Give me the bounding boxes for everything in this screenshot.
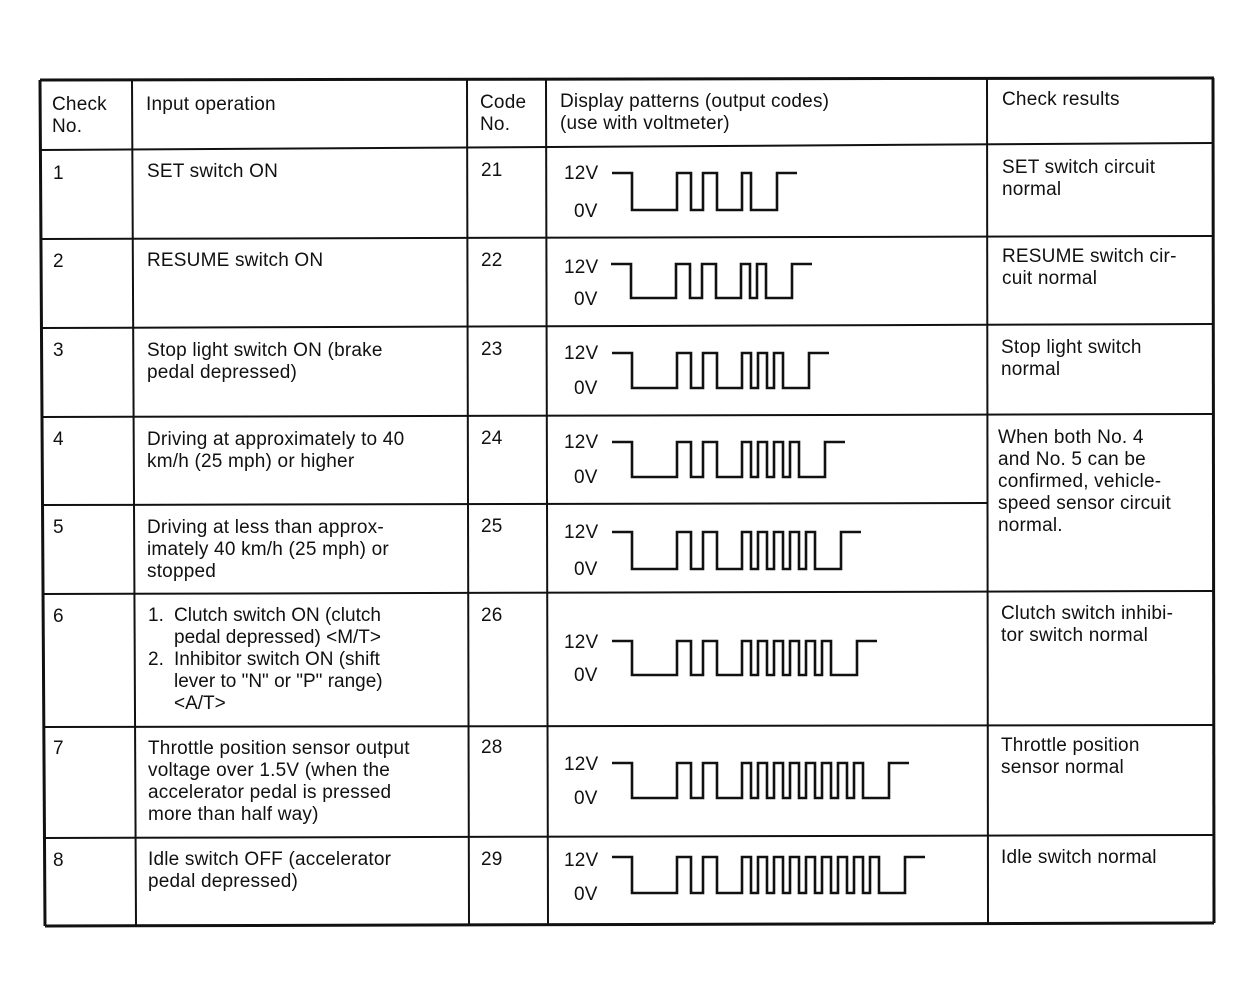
- row-2-check-no: 2: [53, 251, 64, 272]
- row-7-check-result: Throttle position sensor normal: [1001, 735, 1140, 778]
- table-border-left: [40, 80, 45, 926]
- column-divider-3: [546, 80, 548, 924]
- row-1-check-no: 1: [53, 163, 64, 184]
- row-1-input-operation: SET switch ON: [147, 161, 279, 182]
- column-divider-2: [467, 80, 469, 924]
- row-8-label-12v: 12V: [564, 850, 599, 871]
- header-input-operation: Input operation: [146, 94, 276, 115]
- table-border-top: [40, 78, 1214, 80]
- column-divider-4: [987, 78, 988, 923]
- row-6-code-no: 26: [481, 605, 503, 626]
- row-6-label-12v: 12V: [564, 632, 599, 653]
- row-4-5-check-result: When both No. 4 and No. 5 can be confirmed, vehicle- speed sensor circuit normal.: [998, 427, 1171, 536]
- row-4-check-no: 4: [53, 429, 64, 450]
- row-1-code-no: 21: [481, 160, 503, 181]
- table-border-bottom: [45, 923, 1214, 926]
- row-7-code-no: 28: [481, 737, 503, 758]
- row-6-code-waveform: [612, 641, 877, 675]
- row-5-label-0v: 0V: [574, 559, 598, 580]
- row-divider-7: [44, 835, 1213, 838]
- header-check-results: Check results: [1002, 89, 1120, 110]
- row-3-label-0v: 0V: [574, 378, 598, 399]
- row-8-check-result: Idle switch normal: [1001, 847, 1157, 868]
- row-5-label-12v: 12V: [564, 522, 599, 543]
- row-divider-5: [43, 591, 1213, 594]
- row-4-label-0v: 0V: [574, 467, 598, 488]
- header-check-no: Check No.: [52, 94, 107, 137]
- header-code-no: Code No.: [480, 92, 527, 135]
- row-5-input-operation: Driving at less than approx- imately 40 km/h (25 mph) or stopped: [147, 517, 389, 582]
- row-8-input-operation: Idle switch OFF (accelerator pedal depressed): [148, 849, 392, 892]
- row-8-code-waveform: [612, 857, 925, 893]
- row-6-input-item-2-text: Inhibitor switch ON (shift lever to "N" or "P" range) <A/T>: [174, 649, 383, 714]
- row-3-input-operation: Stop light switch ON (brake pedal depressed): [147, 340, 383, 383]
- row-5-code-waveform: [612, 532, 861, 569]
- row-8-code-no: 29: [481, 849, 503, 870]
- row-4-code-no: 24: [481, 428, 503, 449]
- row-divider-6: [44, 725, 1213, 727]
- row-3-label-12v: 12V: [564, 343, 599, 364]
- row-2-label-0v: 0V: [574, 289, 598, 310]
- row-3-check-result: Stop light switch normal: [1001, 337, 1142, 380]
- row-2-code-waveform: [611, 264, 812, 298]
- row-divider-4: [43, 503, 987, 505]
- row-3-code-waveform: [612, 353, 829, 388]
- row-6-input-item-2-number: 2.: [148, 649, 164, 670]
- row-1-label-12v: 12V: [564, 163, 599, 184]
- row-8-check-no: 8: [53, 850, 64, 871]
- row-6-input-item-2: [148, 649, 383, 737]
- row-6-check-result: Clutch switch inhibi- tor switch normal: [1001, 603, 1174, 646]
- row-8-label-0v: 0V: [574, 884, 598, 905]
- row-7-check-no: 7: [53, 738, 64, 759]
- row-3-code-no: 23: [481, 339, 503, 360]
- row-5-check-no: 5: [53, 517, 64, 538]
- row-2-label-12v: 12V: [564, 257, 599, 278]
- row-2-code-no: 22: [481, 250, 503, 271]
- row-7-label-0v: 0V: [574, 788, 598, 809]
- table-border-right: [1213, 78, 1214, 923]
- row-divider-1: [42, 236, 1213, 239]
- row-divider-header: [41, 143, 1213, 150]
- row-3-check-no: 3: [53, 340, 64, 361]
- row-7-code-waveform: [612, 763, 909, 798]
- row-1-check-result: SET switch circuit normal: [1002, 157, 1156, 200]
- row-6-input-item-1-text: Clutch switch ON (clutch pedal depressed) <M/T>: [174, 605, 382, 648]
- row-1-code-waveform: [612, 173, 797, 210]
- column-divider-1: [132, 80, 136, 926]
- row-2-check-result: RESUME switch cir- cuit normal: [1002, 246, 1177, 289]
- row-2-input-operation: RESUME switch ON: [147, 250, 324, 271]
- row-4-code-waveform: [612, 442, 845, 477]
- row-6-input-item-1-number: 1.: [148, 605, 164, 626]
- header-display-patterns: Display patterns (output codes) (use with voltmeter): [560, 91, 830, 134]
- row-1-label-0v: 0V: [574, 201, 598, 222]
- row-4-label-12v: 12V: [564, 432, 599, 453]
- row-7-label-12v: 12V: [564, 754, 599, 775]
- row-divider-2: [42, 324, 1213, 328]
- row-5-code-no: 25: [481, 516, 503, 537]
- row-6-label-0v: 0V: [574, 665, 598, 686]
- row-divider-3: [42, 414, 1213, 417]
- row-6-check-no: 6: [53, 606, 64, 627]
- row-4-input-operation: Driving at approximately to 40 km/h (25 mph) or higher: [147, 429, 405, 472]
- row-7-input-operation: Throttle position sensor output voltage over 1.5V (when the accelerator pedal is pressed more than half way): [148, 738, 410, 825]
